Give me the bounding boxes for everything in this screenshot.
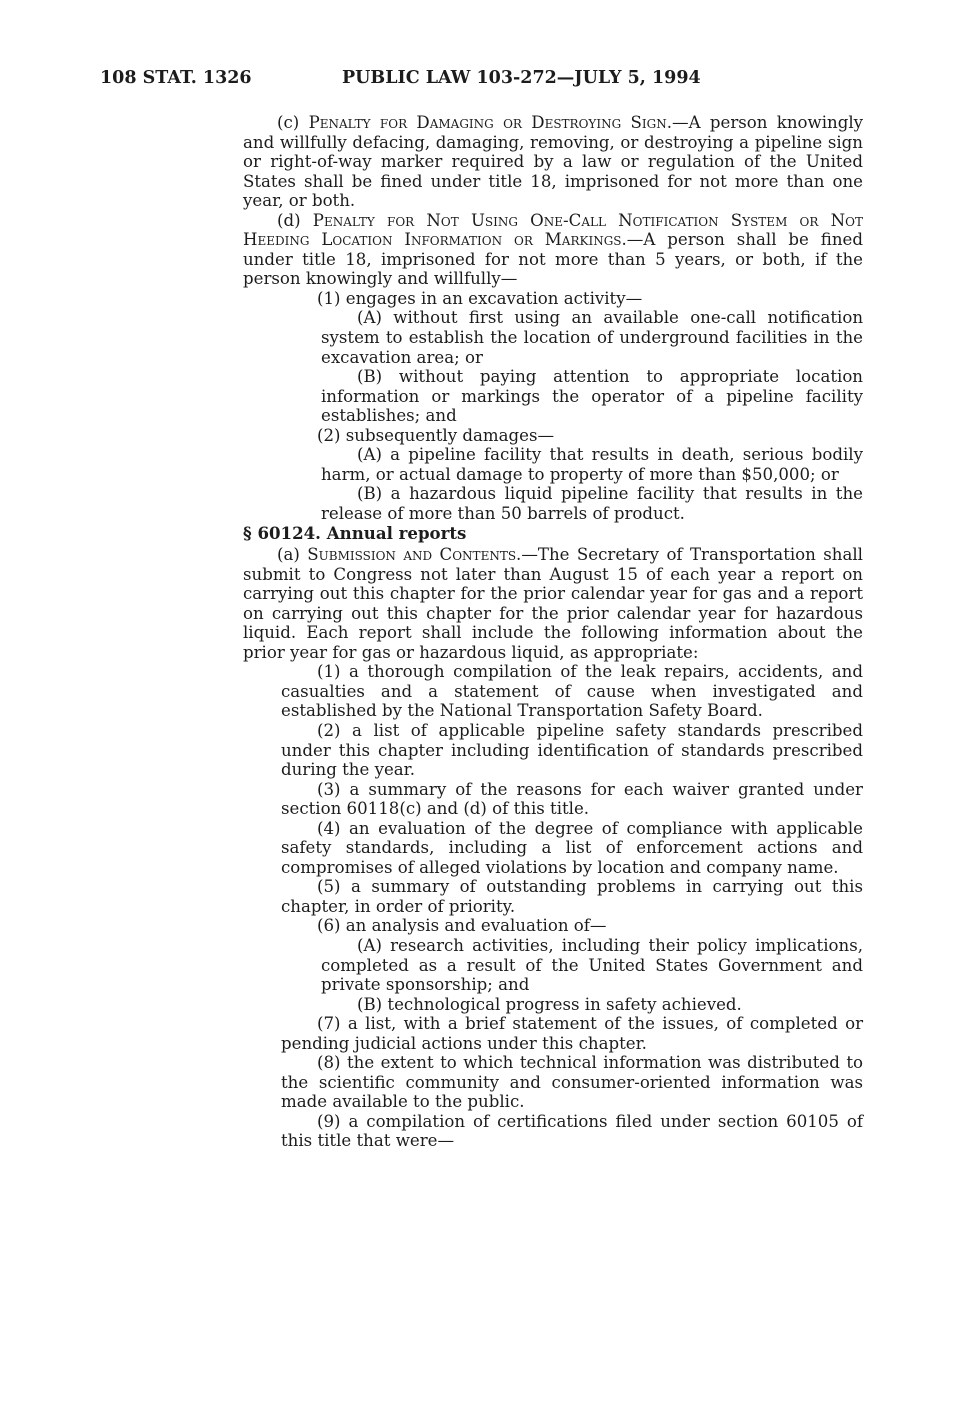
section-heading xyxy=(243,523,863,545)
paragraph-a-6: (6) an analysis and evaluation of— xyxy=(317,916,607,936)
subparagraph-d-1-a: (A) without first using an available one-call notification system to establish the location of underground facilities in the excavation area; or xyxy=(321,308,863,367)
paragraph-a-2: (2) a list of applicable pipeline safety standards prescribed under this chapter including identification of standards prescribed during the year. xyxy=(281,720,863,780)
subparagraph-d-2-b: (B) a hazardous liquid pipeline facility that results in the release of more than 50 barrels of product. xyxy=(321,484,863,523)
paragraph-a-8: (8) the extent to which technical information was distributed to the scientific community and consumer-oriented information was made available to the public. xyxy=(281,1053,863,1112)
subsection-c-text: —A person knowingly and willfully defacing, damaging, removing, or destroying a pipeline sign or right-of-way marker required by a law or regulation of the United States shall be fined under title 18, imprisoned for not more than one year, or both. xyxy=(243,113,864,211)
subsection-a-text: —The Secretary of Transportation shall submit to Congress not later than August 15 of each year a report on carrying out this chapter for the prior calendar year for gas and a report on carrying out this chapter for the prior calendar year for hazardous liquid. Each report shall include the following information about the prior year for gas or hazardous liquid, as appropriate: xyxy=(243,545,863,662)
body-text xyxy=(243,113,863,1151)
paragraph-a-7: (7) a list, with a brief statement of the issues, of completed or pending judicial actions under this chapter. xyxy=(281,1014,863,1053)
statute-page-number: 108 STAT. 1326 xyxy=(100,68,252,88)
section-title: Annual reports xyxy=(326,523,467,544)
paragraph-d-1: (1) engages in an excavation activity— xyxy=(317,288,643,308)
subsection-a xyxy=(243,545,863,662)
subsection-d-label: (d) xyxy=(277,210,301,230)
subparagraph-a-6-b: (B) technological progress in safety achieved. xyxy=(357,994,742,1014)
paragraph-a-9: (9) a compilation of certifications filed under section 60105 of this title that were— xyxy=(281,1111,863,1151)
public-law-running-head: PUBLIC LAW 103-272—JULY 5, 1994 xyxy=(342,68,701,88)
paragraph-a-5: (5) a summary of outstanding problems in carrying out this chapter, in order of priority. xyxy=(281,877,863,916)
paragraph-a-4: (4) an evaluation of the degree of compliance with applicable safety standards, including a list of enforcement actions and compromises of alleged violations by location and company name. xyxy=(281,818,863,877)
subsection-c-heading: Penalty for Damaging or Destroying Sign. xyxy=(308,113,672,132)
subparagraph-d-1-b: (B) without paying attention to appropriate location information or markings the operator of a pipeline facility establishes; and xyxy=(321,367,863,426)
subsection-c-label: (c) xyxy=(277,113,300,132)
subsection-d-text: —A person shall be fined under title 18, imprisoned for not more than 5 years, or both, if the person knowingly and willfully— xyxy=(243,230,863,289)
subsection-c xyxy=(243,113,863,211)
paragraph-a-1: (1) a thorough compilation of the leak repairs, accidents, and casualties and a statement of cause when investigated and established by the National Transportation Safety Board. xyxy=(281,662,863,721)
subparagraph-a-6-a: (A) research activities, including their policy implications, completed as a result of the United States Government and private sponsorship; and xyxy=(321,935,863,995)
subparagraph-d-2-a: (A) a pipeline facility that results in death, serious bodily harm, or actual damage to property of more than $50,000; or xyxy=(321,445,863,484)
subsection-a-heading: Submission and Contents. xyxy=(307,545,522,565)
subsection-d-heading: Penalty for Not Using One-Call Notification System or Not Heeding Location Information or Markings. xyxy=(243,210,863,250)
subsection-d xyxy=(243,211,863,289)
paragraph-d-2: (2) subsequently damages— xyxy=(317,425,555,445)
paragraph-a-3: (3) a summary of the reasons for each waiver granted under section 60118(c) and (d) of this title. xyxy=(281,779,863,819)
section-number: § 60124. xyxy=(243,523,321,544)
subsection-a-label: (a) xyxy=(277,545,300,565)
